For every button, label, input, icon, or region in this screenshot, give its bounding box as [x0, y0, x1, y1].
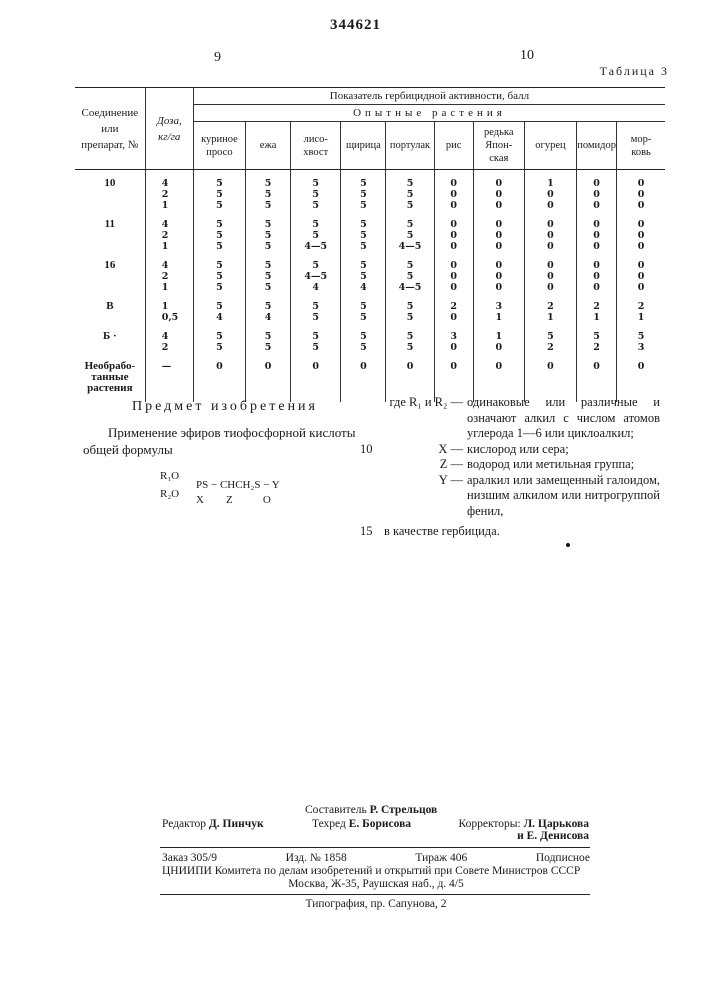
value-cell: 5 5 5 — [291, 170, 341, 220]
header-plant: куриное просо — [193, 122, 245, 170]
definition-item — [360, 473, 660, 520]
print-run: Тираж 406 — [415, 852, 467, 864]
claims-final-text: в качестве гербицида. — [384, 524, 500, 539]
table-row — [75, 331, 665, 361]
value-cell: 0 — [246, 361, 291, 402]
definition-item — [360, 395, 660, 442]
line-number — [360, 395, 388, 442]
table-row — [75, 219, 665, 260]
value-cell: 0 0 0 — [524, 219, 576, 260]
page-number-left: 9 — [214, 50, 221, 66]
definition-text: кислород или сера; — [467, 442, 660, 458]
header-activity: Показатель гербицидной активности, балл — [193, 88, 665, 105]
value-cell: 3 0 — [434, 331, 473, 361]
value-cell: 5 5 — [291, 331, 341, 361]
line-number — [360, 473, 388, 520]
value-cell: 0 0 0 — [577, 219, 617, 260]
value-cell: 5 2 — [524, 331, 576, 361]
compiler — [305, 804, 437, 816]
value-cell: 5 5 5 — [246, 170, 291, 220]
techred — [312, 818, 411, 830]
compound-cell: 10 — [75, 170, 145, 220]
definition-label: Z — — [388, 457, 467, 473]
value-cell: 5 5 — [386, 301, 434, 331]
definition-label: X — — [388, 442, 467, 458]
compiler-label: Составитель — [305, 804, 367, 816]
editor-label: Редактор — [162, 818, 206, 830]
claims-title: Предмет изобретения — [132, 399, 318, 415]
edition: Изд. № 1858 — [286, 852, 347, 864]
dose-cell: — — [145, 361, 193, 402]
order-line — [162, 852, 590, 864]
value-cell: 5 5 — [193, 331, 245, 361]
value-cell: 5 5 5 — [386, 170, 434, 220]
definitions — [360, 395, 660, 519]
address: Москва, Ж-35, Раушская наб., д. 4/5 — [162, 878, 590, 890]
value-cell: 0 — [341, 361, 386, 402]
corrector-1: Л. Царькова — [524, 818, 589, 830]
value-cell: 5 4—5 4 — [291, 260, 341, 301]
formula-main: PS − CHCH₂S − Y — [196, 479, 280, 491]
dose-cell: 4 2 1 — [145, 260, 193, 301]
definition-label: Y — — [388, 473, 467, 520]
dot-mark — [566, 543, 570, 547]
value-cell: 5 5 5 — [193, 219, 245, 260]
value-cell: 5 5 4—5 — [386, 219, 434, 260]
line-number — [360, 457, 388, 473]
dose-cell: 4 2 1 — [145, 170, 193, 220]
divider — [160, 847, 590, 848]
compiler-name: Р. Стрельцов — [370, 804, 438, 816]
header-plant: ежа — [246, 122, 291, 170]
definition-text: аралкил или замещенный галоидом, низшим алкилом или нитрогруппой фенил, — [467, 473, 660, 520]
value-cell: 5 4 — [193, 301, 245, 331]
dose-cell: 4 2 — [145, 331, 193, 361]
subscription: Подписное — [536, 852, 590, 864]
printer: Типография, пр. Сапунова, 2 — [162, 898, 590, 910]
value-cell: 5 5 — [341, 301, 386, 331]
header-plant: лисо- хвост — [291, 122, 341, 170]
compound-cell: 16 — [75, 260, 145, 301]
header-plants: Опытные растения — [193, 105, 665, 122]
page-number-right: 10 — [520, 48, 534, 64]
value-cell: 0 — [291, 361, 341, 402]
value-cell: 5 5 5 — [246, 260, 291, 301]
organization: ЦНИИПИ Комитета по делам изобретений и открытий при Совете Министров СССР — [162, 865, 590, 877]
header-compound: Соединение или препарат, № — [75, 88, 145, 170]
value-cell: 0 0 0 — [617, 170, 665, 220]
value-cell: 0 0 0 — [473, 170, 524, 220]
value-cell: 3 1 — [473, 301, 524, 331]
header-plant: помидор — [577, 122, 617, 170]
value-cell: 2 1 — [617, 301, 665, 331]
value-cell: 5 5 — [246, 331, 291, 361]
table-row — [75, 301, 665, 331]
value-cell: 5 5 — [386, 331, 434, 361]
value-cell: 2 0 — [434, 301, 473, 331]
value-cell: 5 5 5 — [246, 219, 291, 260]
header-plant: щирица — [341, 122, 386, 170]
formula-r2o: R₂O — [160, 488, 179, 500]
herbicide-activity-table — [75, 87, 665, 402]
value-cell: 5 2 — [577, 331, 617, 361]
value-cell: 5 5 — [291, 301, 341, 331]
definition-item — [360, 457, 660, 473]
techred-name: Е. Борисова — [349, 818, 411, 830]
value-cell: 5 5 4—5 — [386, 260, 434, 301]
table-row — [75, 260, 665, 301]
value-cell: 5 5 5 — [193, 170, 245, 220]
definition-text: одинаковые или различные и означают алкил с числом атомов углерода 1—6 или циклоалкил; — [467, 395, 660, 442]
value-cell: 0 — [193, 361, 245, 402]
value-cell: 2 1 — [577, 301, 617, 331]
value-cell: 5 4 — [246, 301, 291, 331]
editor — [162, 818, 264, 830]
order: Заказ 305/9 — [162, 852, 217, 864]
claims-text: Применение эфиров тиофосфорной кислоты общей формулы — [83, 424, 373, 458]
correctors-label: Корректоры: — [459, 818, 521, 830]
value-cell: 0 0 0 — [577, 260, 617, 301]
value-cell: 1 0 — [473, 331, 524, 361]
value-cell: 0 — [617, 361, 665, 402]
value-cell: 0 — [473, 361, 524, 402]
table-row — [75, 170, 665, 220]
compound-cell: Необрабо- танные растения — [75, 361, 145, 402]
definition-text: водород или метильная группа; — [467, 457, 660, 473]
value-cell: 0 0 0 — [617, 260, 665, 301]
table-label: Таблица 3 — [600, 64, 669, 79]
definition-label: где R₁ и R₂ — — [388, 395, 467, 442]
formula-r1o: R₁O — [160, 470, 179, 482]
value-cell: 0 0 0 — [434, 219, 473, 260]
header-plant: мор- ковь — [617, 122, 665, 170]
value-cell: 0 0 0 — [524, 260, 576, 301]
value-cell: 5 5 5 — [341, 170, 386, 220]
value-cell: 0 0 0 — [577, 170, 617, 220]
value-cell: 5 3 — [617, 331, 665, 361]
claims-final — [360, 524, 500, 539]
value-cell: 0 — [434, 361, 473, 402]
header-plant: портулак — [386, 122, 434, 170]
value-cell: 0 — [524, 361, 576, 402]
header-plant: огурец — [524, 122, 576, 170]
value-cell: 0 0 0 — [434, 260, 473, 301]
header-dose: Доза, кг/га — [145, 88, 193, 170]
value-cell: 0 — [577, 361, 617, 402]
editor-name: Д. Пинчук — [209, 818, 264, 830]
compound-cell: В — [75, 301, 145, 331]
dose-cell: 1 0,5 — [145, 301, 193, 331]
patent-number: 344621 — [330, 17, 381, 34]
value-cell: 5 5 5 — [193, 260, 245, 301]
header-plant: редька Япон- ская — [473, 122, 524, 170]
value-cell: 0 — [386, 361, 434, 402]
value-cell: 0 0 0 — [473, 219, 524, 260]
header-plant: рис — [434, 122, 473, 170]
value-cell: 0 0 0 — [434, 170, 473, 220]
divider — [160, 894, 590, 895]
techred-label: Техред — [312, 818, 346, 830]
compound-cell: 11 — [75, 219, 145, 260]
line-number: 15 — [360, 524, 384, 539]
value-cell: 0 0 0 — [473, 260, 524, 301]
compound-cell: Б · — [75, 331, 145, 361]
corrector-2: и Е. Денисова — [517, 830, 589, 842]
definition-item — [360, 442, 660, 458]
value-cell: 0 0 0 — [617, 219, 665, 260]
line-number: 10 — [360, 442, 388, 458]
correctors — [459, 818, 589, 842]
value-cell: 5 5 4 — [341, 260, 386, 301]
value-cell: 1 0 0 — [524, 170, 576, 220]
chemical-formula — [160, 470, 310, 520]
value-cell: 5 5 5 — [341, 219, 386, 260]
dose-cell: 4 2 1 — [145, 219, 193, 260]
document-page — [0, 0, 707, 1000]
value-cell: 2 1 — [524, 301, 576, 331]
value-cell: 5 5 — [341, 331, 386, 361]
formula-sub: X Z O — [196, 494, 271, 506]
value-cell: 5 5 4—5 — [291, 219, 341, 260]
